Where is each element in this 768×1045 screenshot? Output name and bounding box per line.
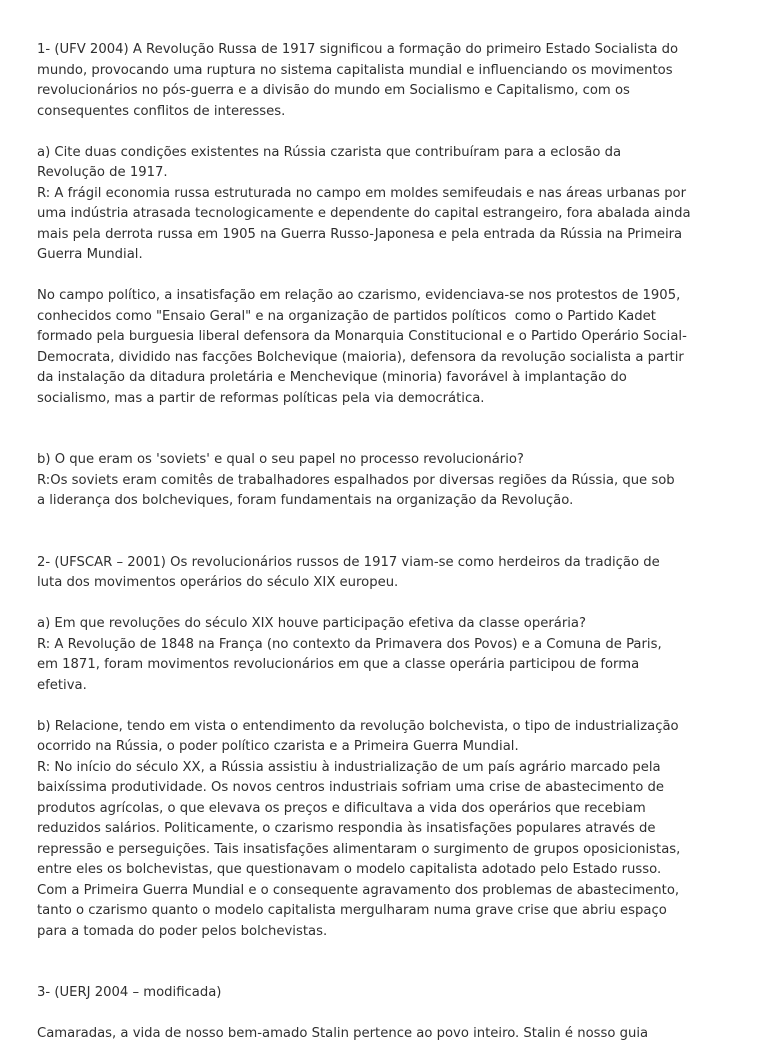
question-1a-answer-continued: No campo político, a insatisfação em relação ao czarismo, evidenciava-se nos protestos de 1905, conhecidos como "Ensaio Geral" e na organização de partidos políticos como o Partido Kadet formado pela burguesia liberal defensora da Monarquia Constitucional e o Partido Operário Social- Democrata, dividido nas facções Bolchevique (maioria), defensora da revolução socialista a partir da instalação da ditadura proletária e Menchevique (minoria) favorável à implantação do socialismo, mas a partir de reformas políticas pela via democrática. (37, 288, 687, 406)
question-1b-prompt: b) O que eram os 'soviets' e qual o seu papel no processo revolucionário? (37, 452, 524, 467)
question-1a-prompt: a) Cite duas condições existentes na Rússia czarista que contribuíram para a eclosão da Revolução de 1917. (37, 144, 622, 180)
question-2-statement: 2- (UFSCAR – 2001) Os revolucionários russos de 1917 viam-se como herdeiros da tradição de luta dos movimentos operários do século XIX europeu. (37, 554, 660, 590)
question-2b-prompt: b) Relacione, tendo em vista o entendimento da revolução bolchevista, o tipo de industrialização ocorrido na Rússia, o poder político czarista e a Primeira Guerra Mundial. (37, 718, 679, 754)
question-3-statement: 3- (UERJ 2004 – modificada) (37, 985, 222, 1000)
question-1 (37, 40, 737, 512)
question-1-statement: 1- (UFV 2004) A Revolução Russa de 1917 significou a formação do primeiro Estado Socialista do mundo, provocando uma ruptura no sistema capitalista mundial e influenciando os movimentos revolucionários no pós-guerra e a divisão do mundo em Socialismo e Capitalismo, com os consequentes conflitos de interesses. (37, 42, 679, 119)
question-2a-prompt: a) Em que revoluções do século XIX houve participação efetiva da classe operária? (37, 616, 587, 631)
question-2b-answer: R: No início do século XX, a Rússia assistiu à industrialização de um país agrário marcado pela baixíssima produtividade. Os novos centros industriais sofriam uma crise de abastecimento de produtos agrícolas, o que elevava os preços e dificultava a vida dos operários que recebiam reduzidos salários. Politicamente, o czarismo respondia às insatisfações populares através de repressão e perseguições. Tais insatisfações alimentaram o surgimento de grupos oposicionistas, entre eles os bolchevistas, que questionavam o modelo capitalista adotado pelo Estado russo. Com a Primeira Guerra Mundial e o consequente agravamento dos problemas de abastecimento, tanto o czarismo quanto o modelo capitalista mergulharam numa grave crise que abriu espaço para a tomada do poder pelos bolchevistas. (37, 759, 681, 939)
question-3 (37, 983, 737, 1045)
question-3-quote: Camaradas, a vida de nosso bem-amado Stalin pertence ao povo inteiro. Stalin é nosso guia (37, 1026, 649, 1041)
question-2a-answer: R: A Revolução de 1848 na França (no contexto da Primavera dos Povos) e a Comuna de Paris, em 1871, foram movimentos revolucionários em que a classe operária participou de forma efetiva. (37, 636, 662, 693)
document-page (37, 40, 737, 1045)
question-1b-answer: R:Os soviets eram comitês de trabalhadores espalhados por diversas regiões da Rússia, que sob a liderança dos bolcheviques, foram fundamentais na organização da Revolução. (37, 472, 675, 508)
question-1a-answer: R: A frágil economia russa estruturada no campo em moldes semifeudais e nas áreas urbanas por uma indústria atrasada tecnologicamente e dependente do capital estrangeiro, fora abalada ainda mais pela derrota russa em 1905 na Guerra Russo-Japonesa e pela entrada da Rússia na Primeira Guerra Mundial. (37, 185, 691, 262)
question-2 (37, 553, 737, 943)
